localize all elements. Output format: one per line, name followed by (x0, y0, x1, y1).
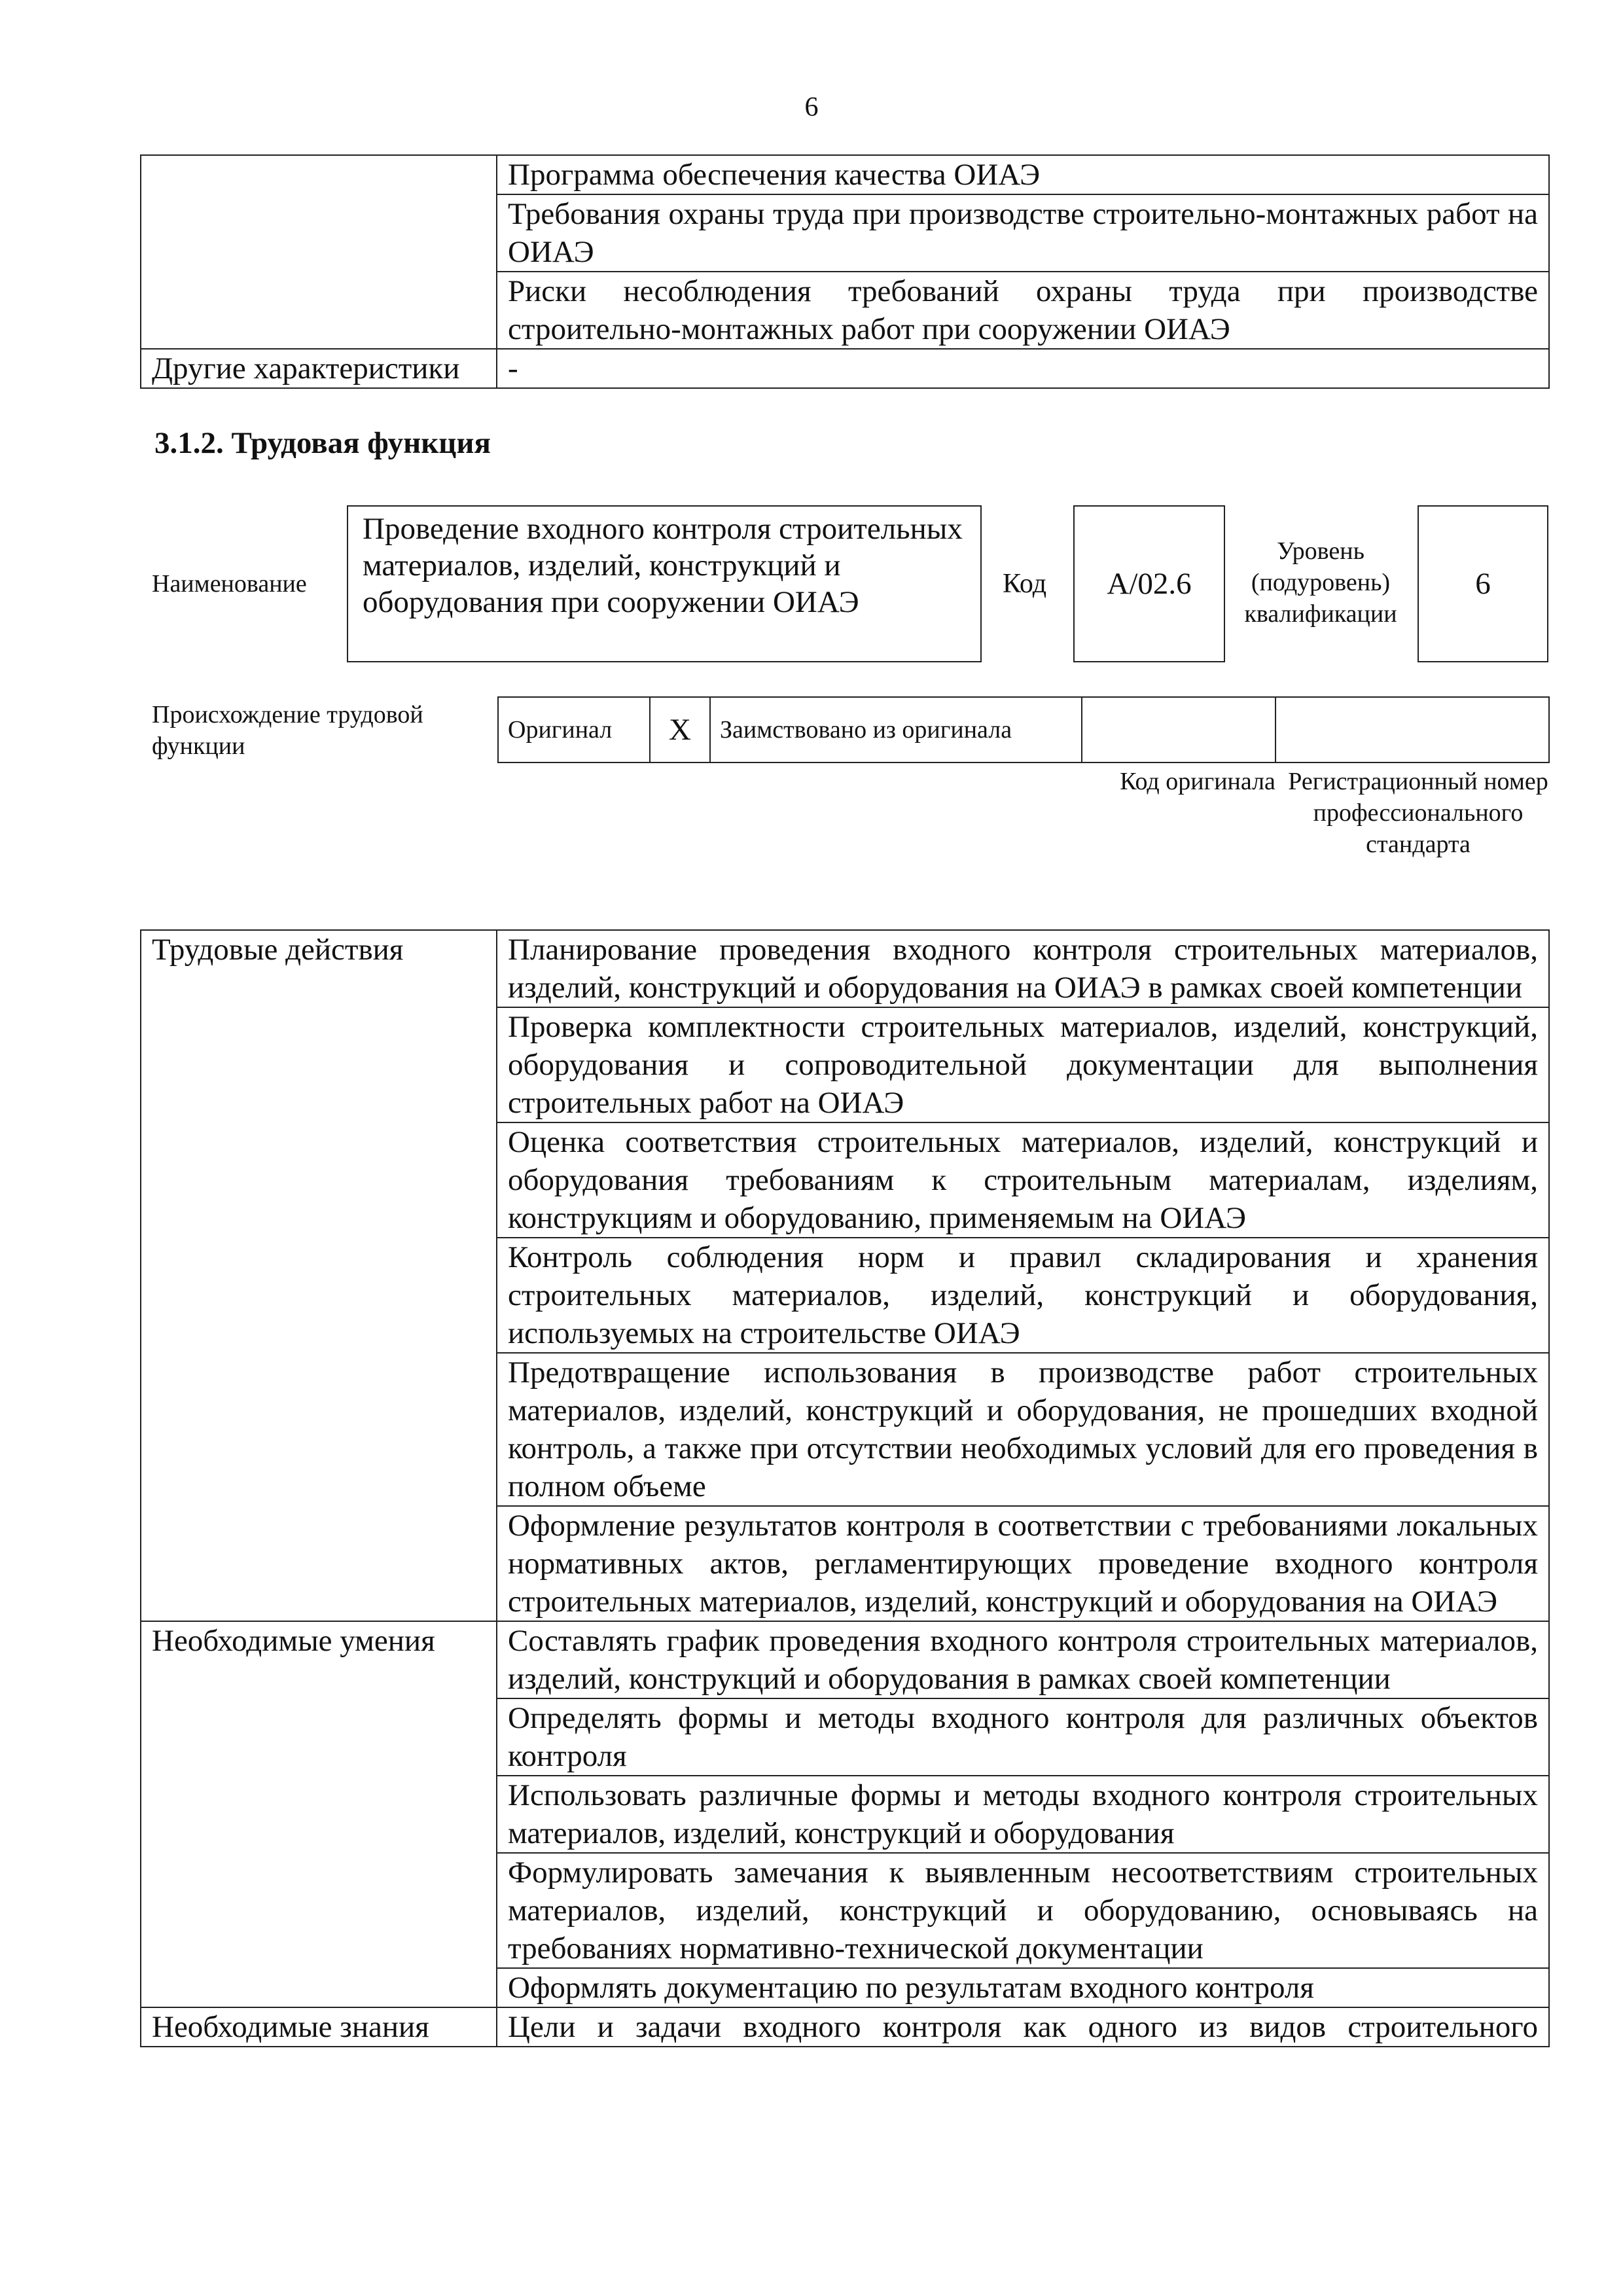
origin-table (497, 696, 1550, 763)
requirement-cell: Требования охраны труда при производстве строительно-монтажных работ на ОИАЭ (497, 194, 1549, 272)
borrowed-cell: Заимствовано из оригинала (710, 697, 1082, 762)
function-name-box: Проведение входного контроля строительных материалов, изделий, конструкций и оборудования при сооружении ОИАЭ (347, 505, 982, 662)
original-mark-cell: X (650, 697, 710, 762)
labor-actions-label: Трудовые действия (141, 930, 497, 1621)
level-label: Уровень (подуровень) квалификации (1244, 537, 1397, 628)
labor-action-cell: Контроль соблюдения норм и правил складирования и хранения строительных материалов, изделий, конструкций и оборудования, используемых на строительстве ОИАЭ (497, 1238, 1549, 1353)
requirement-cell: Риски несоблюдения требований охраны труда при производстве строительно-монтажных работ при сооружении ОИАЭ (497, 272, 1549, 349)
function-code-box: А/02.6 (1073, 505, 1225, 662)
table-row (141, 1621, 1549, 1698)
original-cell: Оригинал (498, 697, 650, 762)
page-number: 6 (804, 92, 819, 122)
labor-action-cell: Оформление результатов контроля в соответствии с требованиями локальных нормативных актов, регламентирующих проведение входного контроля строительных материалов, изделий, конструкций и оборудования на ОИАЭ (497, 1506, 1549, 1621)
other-characteristics-label: Другие характеристики (141, 349, 497, 388)
empty-label-cell (141, 155, 497, 349)
labor-action-cell: Оценка соответствия строительных материалов, изделий, конструкций и оборудования требованиям к строительным материалам, изделиям, конструкциям и оборудованию, применяемым на ОИАЭ (497, 1122, 1549, 1238)
labor-function-details-table (140, 929, 1550, 2047)
origin-label: Происхождение трудовой функции (152, 701, 423, 760)
required-skills-label: Необходимые умения (141, 1621, 497, 2007)
name-label: Наименование (152, 570, 307, 598)
code-label: Код (1003, 569, 1047, 599)
skill-cell: Определять формы и методы входного контроля для различных объектов контроля (497, 1698, 1549, 1776)
skill-cell: Использовать различные формы и методы входного контроля строительных материалов, изделий, конструкций и оборудования (497, 1776, 1549, 1853)
section-heading: 3.1.2. Трудовая функция (154, 426, 491, 460)
table-row (141, 349, 1549, 388)
labor-action-cell: Предотвращение использования в производстве работ строительных материалов, изделий, конструкций и оборудования, не прошедших входной контроль, а также при отсутствии необходимых условий для его проведения в полном объеме (497, 1353, 1549, 1506)
labor-action-cell: Планирование проведения входного контроля строительных материалов, изделий, конструкций и оборудования на ОИАЭ в рамках своей компетенции (497, 930, 1549, 1007)
table-row (498, 697, 1549, 762)
table-row (141, 2007, 1549, 2047)
other-characteristics-value: - (497, 349, 1549, 388)
qualification-level-box: 6 (1418, 505, 1548, 662)
requirement-cell: Программа обеспечения качества ОИАЭ (497, 155, 1549, 194)
skill-cell: Составлять график проведения входного контроля строительных материалов, изделий, конструкций и оборудования в рамках своей компетенции (497, 1621, 1549, 1698)
labor-action-cell: Проверка комплектности строительных материалов, изделий, конструкций, оборудования и сопроводительной документации для выполнения строительных работ на ОИАЭ (497, 1007, 1549, 1122)
registration-number-cell (1275, 697, 1549, 762)
table-row (141, 930, 1549, 1007)
original-code-cell (1082, 697, 1275, 762)
top-characteristics-table (140, 154, 1550, 389)
required-knowledge-label: Необходимые знания (141, 2007, 497, 2047)
original-code-caption: Код оригинала (1120, 768, 1275, 795)
registration-number-caption: Регистрационный номер профессионального стандарта (1288, 768, 1548, 858)
skill-cell: Формулировать замечания к выявленным несоответствиям строительных материалов, изделий, конструкций и оборудованию, основываясь на требованиях нормативно-технической документации (497, 1853, 1549, 1968)
table-row (141, 155, 1549, 194)
skill-cell: Оформлять документацию по результатам входного контроля (497, 1968, 1549, 2007)
knowledge-cell: Цели и задачи входного контроля как одного из видов строительного (497, 2007, 1549, 2047)
